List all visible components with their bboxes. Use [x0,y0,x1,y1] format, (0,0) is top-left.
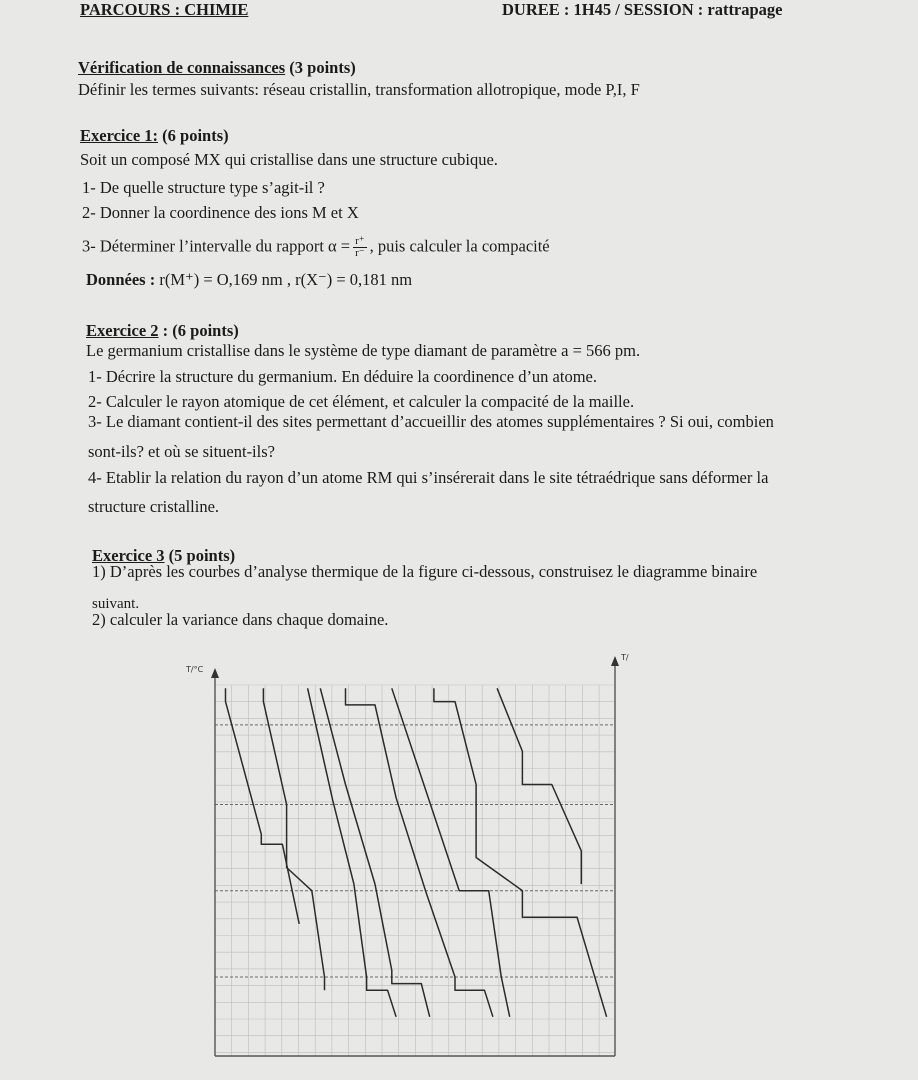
verification-points: (3 points) [285,58,356,77]
exercise2-q3-line1: 3- Le diamant contient-il des sites permettant d’accueillir des atomes supplémentaires ? Si oui, combien [88,412,774,431]
y-axis-right-arrow [611,656,619,666]
cooling-curve-8 [497,688,581,884]
chart-curves [226,688,607,1017]
exercise2-q4-line1: 4- Etablir la relation du rayon d’un atome RM qui s’insérerait dans le site tétraédrique sans déformer la [88,468,769,487]
cooling-curve-5 [346,688,493,1017]
exercise3-q1-line2: suivant. [92,596,140,612]
q3-text-after: , puis calculer la compacité [369,236,550,256]
cooling-curve-6 [392,688,510,1017]
y-axis-label: T/°C [186,665,204,674]
chart-grid [215,685,615,1056]
course-label: PARCOURS : CHIMIE [80,0,249,19]
exercise2-title-label: Exercice 2 [86,321,159,340]
exercise1-q2: 2- Donner la coordinence des ions M et X [82,203,359,222]
fraction-numerator: r⁺ [355,235,365,247]
data-values: r(M⁺) = O,169 nm , r(X⁻) = 0,181 nm [159,270,413,289]
exercise2-points: : (6 points) [158,321,239,340]
exercise2-q2: 2- Calculer le rayon atomique de cet élément, et calculer la compacité de la maille. [88,392,635,411]
exercise1-q1: 1- De quelle structure type s’agit-il ? [82,178,325,197]
y-axis-arrow [211,668,219,678]
exercise1-points: (6 points) [158,126,229,145]
exercise1-title-label: Exercice 1: [80,126,159,145]
chart-plateaus [215,725,615,977]
chart-axes [185,653,629,1056]
exercise2-intro: Le germanium cristallise dans le système de type diamant de paramètre a = 566 pm. [86,341,641,360]
duration-header: DUREE : 1H45 / SESSION : rattrapage [502,0,783,19]
q3-text-before: 3- Déterminer l’intervalle du rapport α = [82,236,351,256]
exercise2-q1: 1- Décrire la structure du germanium. En déduire la coordinence d’un atome. [88,367,598,386]
y-axis-right-label: T/ [621,653,629,662]
cooling-curve-1 [226,688,300,924]
exercise3-q2: 2) calculer la variance dans chaque domaine. [92,610,389,629]
data-label: Données : [86,270,156,289]
exercise3-q1-line1: 1) D’après les courbes d’analyse thermique de la figure ci-dessous, construisez le diagramme binaire [92,562,758,581]
fraction-denominator: r⁻ [355,247,365,259]
verification-text: Définir les termes suivants: réseau cristallin, transformation allotropique, mode P,I, F [78,80,640,99]
exercise1-intro: Soit un composé MX qui cristallise dans une structure cubique. [80,150,498,169]
exercise3-points: (5 points) [164,546,236,565]
exercise2-q4-line2: structure cristalline. [88,497,220,516]
exercise2-q3-line2: sont-ils? et où se situent-ils? [88,442,275,461]
exercise3-title-label: Exercice 3 [92,546,165,565]
verification-title-label: Vérification de connaissances [78,58,286,77]
